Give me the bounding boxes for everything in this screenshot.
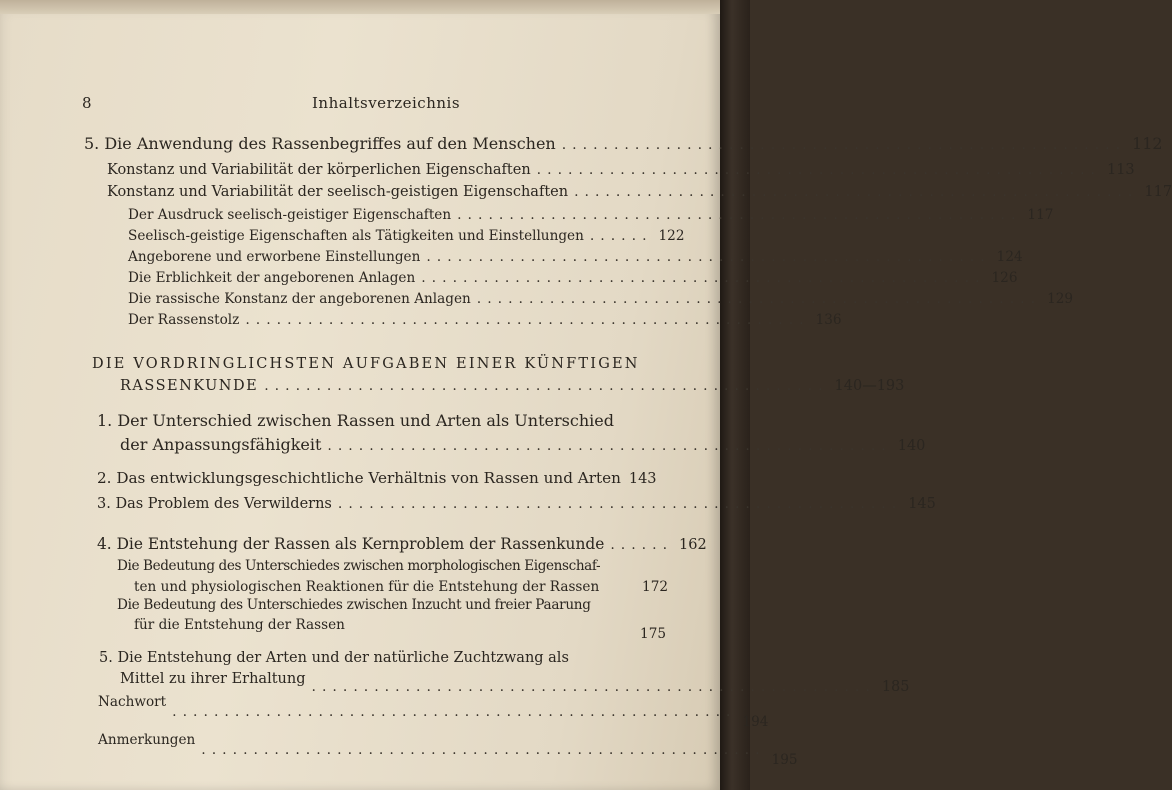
toc-entry-page: 185 xyxy=(881,679,910,695)
toc-entry-title: Die rassische Konstanz der angeborenen Anlagen xyxy=(128,291,471,307)
toc-entry[interactable] xyxy=(128,207,1054,223)
leader-dots: ...................................................... xyxy=(172,704,737,720)
toc-entry-title: Konstanz und Variabilität der seelisch-geistigen Eigenschaften xyxy=(107,184,569,200)
page-number: 8 xyxy=(82,94,92,112)
leader-dots: ...... xyxy=(610,537,674,553)
toc-entry-page: 194 xyxy=(742,714,769,730)
toc-entry-title: 3. Das Problem des Verwilderns xyxy=(97,496,332,512)
part-title-entry[interactable] xyxy=(120,378,905,394)
toc-entry[interactable] xyxy=(128,228,685,244)
part-title-line2: RASSENKUNDE xyxy=(120,378,259,394)
leader-dots: ...................................................... xyxy=(201,742,766,758)
toc-entry-title: der Anpassungsfähigkeit xyxy=(120,435,322,454)
toc-entry-line1[interactable]: Die Bedeutung des Unterschiedes zwischen morphologischen Eigenschaf- xyxy=(117,558,601,574)
toc-entry[interactable] xyxy=(97,535,707,553)
toc-entry-page: 175 xyxy=(640,626,666,642)
leader-dots: ...................................................... xyxy=(561,137,1127,153)
toc-entry[interactable] xyxy=(84,134,1163,153)
toc-entry-title: Seelisch-geistige Eigenschaften als Tätigkeiten und Einstellungen xyxy=(128,228,584,244)
toc-entry-title: Mittel zu ihrer Erhaltung xyxy=(120,671,306,687)
leader-dots: ...................................................... xyxy=(536,162,1101,178)
leader-dots: ...... xyxy=(589,228,653,244)
toc-entry-line1[interactable]: 5. Die Entstehung der Arten und der natürliche Zuchtzwang als xyxy=(99,650,569,666)
toc-entry-page: 195 xyxy=(771,752,798,768)
leader-dots: ...................................................... xyxy=(457,207,1022,223)
toc-entry-title: für die Entstehung der Rassen xyxy=(134,617,345,633)
toc-entry-page: 126 xyxy=(991,270,1018,286)
toc-entry[interactable] xyxy=(98,732,798,768)
toc-entry-line1[interactable]: Die Bedeutung des Unterschiedes zwischen Inzucht und freier Paarung xyxy=(117,597,591,613)
book-spine-shadow xyxy=(720,0,750,790)
leader-dots: ...................................................... xyxy=(264,378,829,394)
toc-entry-page: 172 xyxy=(642,579,668,595)
toc-entry[interactable] xyxy=(120,435,926,454)
leader-dots: ...................................................... xyxy=(337,496,903,512)
toc-entry[interactable] xyxy=(128,270,1018,286)
toc-entry[interactable] xyxy=(97,469,680,487)
toc-entry-line1[interactable]: 1. Der Unterschied zwischen Rassen und Arten als Unterschied xyxy=(97,411,614,430)
toc-entry-page: 140 xyxy=(897,438,926,454)
toc-entry-title: Anmerkungen xyxy=(98,732,196,748)
leader-dots: ...................................................... xyxy=(476,291,1042,307)
toc-entry-page: 129 xyxy=(1047,291,1074,307)
leader-dots: ...................................................... xyxy=(311,679,876,695)
toc-entry-title: Der Rassenstolz xyxy=(128,312,240,328)
toc-entry-title: Die Erblichkeit der angeborenen Anlagen xyxy=(128,270,416,286)
toc-entry-title: Angeborene und erworbene Einstellungen xyxy=(128,249,421,265)
toc-entry-page: 122 xyxy=(658,228,685,244)
toc-entry-title: Konstanz und Variabilität der körperlichen Eigenschaften xyxy=(107,162,531,178)
toc-entry[interactable] xyxy=(97,496,936,512)
leader-dots: ...................................................... xyxy=(245,312,810,328)
toc-entry-title: ten und physiologischen Reaktionen für die Entstehung der Rassen xyxy=(134,579,600,595)
toc-entry-page: 145 xyxy=(908,496,936,512)
toc-entry-page: 143 xyxy=(628,471,657,487)
toc-entry-page: 113 xyxy=(1106,162,1135,178)
toc-entry-title: 2. Das entwicklungsgeschichtliche Verhältnis von Rassen und Arten xyxy=(97,469,621,487)
toc-entry-page: 124 xyxy=(996,249,1023,265)
toc-entry-title: 4. Die Entstehung der Rassen als Kernproblem der Rassenkunde xyxy=(97,535,605,553)
toc-entry[interactable] xyxy=(128,291,1074,307)
part-title-line1: DIE VORDRINGLICHSTEN AUFGABEN EINER KÜNFTIGEN xyxy=(92,356,640,372)
toc-entry-title: Nachwort xyxy=(98,694,167,710)
toc-entry[interactable] xyxy=(98,694,769,730)
toc-entry[interactable] xyxy=(120,671,910,695)
toc-entry[interactable] xyxy=(107,162,1135,178)
toc-entry-title: 5. Die Anwendung des Rassenbegriffes auf den Menschen xyxy=(84,134,556,153)
toc-entry-page: 162 xyxy=(679,537,707,553)
leader-dots: ...................................................... xyxy=(426,249,991,265)
toc-entry-page: 117 xyxy=(1144,184,1172,200)
toc-entry-page: 112 xyxy=(1132,134,1163,153)
toc-entry[interactable] xyxy=(128,249,1023,265)
toc-entry[interactable] xyxy=(128,312,842,328)
toc-entry[interactable] xyxy=(107,184,1172,200)
leader-dots: ...................................................... xyxy=(574,184,1139,200)
toc-entry-page: 136 xyxy=(815,312,842,328)
part-pages: 140—193 xyxy=(834,378,905,394)
leader-dots: ...................................................... xyxy=(327,438,892,454)
toc-entry[interactable] xyxy=(134,579,668,595)
running-title: Inhaltsverzeichnis xyxy=(312,94,461,112)
toc-entry-page: 117 xyxy=(1027,207,1054,223)
toc-entry[interactable] xyxy=(134,617,666,642)
toc-entry-title: Der Ausdruck seelisch-geistiger Eigenschaften xyxy=(128,207,452,223)
leader-dots: ...................................................... xyxy=(421,270,986,286)
